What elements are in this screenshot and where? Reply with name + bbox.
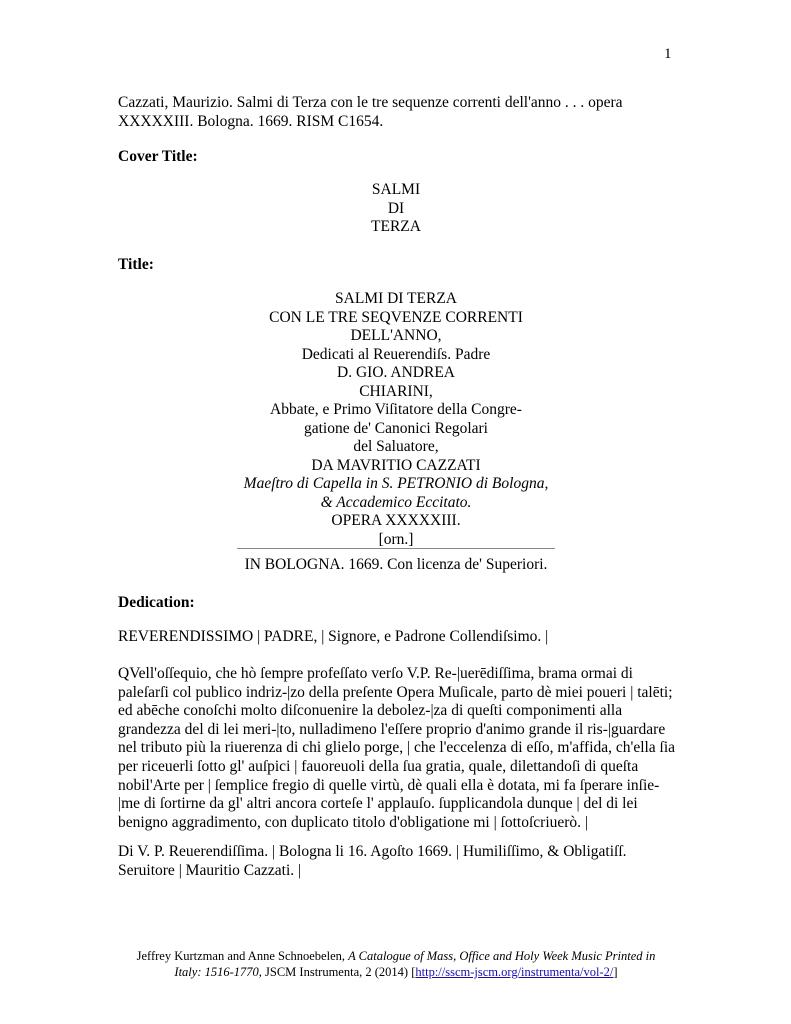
citation (118, 94, 678, 131)
paragraph-line: nobil'Arte per | ſemplice fregio di quelle virtù, dè quali ella è dotata, mi fa ſperare inſie- (118, 776, 660, 794)
title-line-italic: Maeſtro di Capella in S. PETRONIO di Bologna, (243, 475, 549, 492)
title-heading: Title: (118, 256, 154, 273)
page-footer (118, 948, 674, 980)
closing-line: Seruitore | Mauritio Cazzati. | (118, 861, 302, 879)
footer-title-2: Italy: 1516-1770 (174, 965, 259, 979)
footer-title: A Catalogue of Mass, Office and Holy Week Music Printed in (348, 949, 656, 963)
dedication-paragraph (118, 665, 698, 832)
dedication-heading: Dedication: (118, 594, 195, 611)
closing-line: Di V. P. Reuerendiſſima. | Bologna li 16. Agoſto 1669. | Humiliſſimo, & Obligatiſſ. (118, 843, 627, 860)
paragraph-line: paleſarſi col publico indriz-|zo della preſente Opera Muſicale, parto dè miei poueri | talēti; (118, 683, 673, 701)
title-line: DELL'ANNO, (350, 327, 442, 344)
paragraph-line: benigno aggradimento, con duplicato titolo d'obligatione mi | ſottoſcriuerò. | (118, 813, 589, 831)
title-line: SALMI DI TERZA (335, 290, 457, 307)
footer-close-bracket: ] (613, 965, 618, 979)
cover-title-block (118, 181, 674, 237)
paragraph-line: nel tributo più la riuerenza di chi glielo porge, | che l'eccelenza di eſſo, m'affida, ch'ella ſia (118, 739, 676, 757)
title-line: DA MAVRITIO CAZZATI (311, 456, 481, 474)
paragraph-line: |me di ſortirne da gl' altri ancora corteſe l' applauſo. ſupplicandola dunque | del di lei (118, 795, 638, 813)
ornament-note: [orn.] (378, 530, 414, 548)
paragraph-line: per riceuerli ſotto gl' auſpici | fauoreuoli della ſua gratia, quale, dilettandoſi di queſta (118, 757, 639, 775)
cover-title-line: SALMI (371, 181, 421, 198)
title-line: del Saluatore, (353, 438, 439, 455)
footer-authors: Jeffrey Kurtzman and Anne Schnoebelen, (136, 949, 349, 963)
title-line: gatione de' Canonici Regolari (303, 419, 488, 437)
paragraph-line: grandezza del di lei meri-|to, nulladimeno l'eſſere proprio d'animo grande il ris-|guardare (118, 720, 666, 738)
title-line: OPERA XXXXXIII. (331, 512, 461, 529)
title-line: CHIARINI, (359, 382, 433, 400)
title-line: D. GIO. ANDREA (337, 364, 455, 381)
dedication-closing (118, 843, 698, 880)
divider-rule (237, 548, 555, 549)
footer-citation: , JSCM Instrumenta, 2 (2014) [ (258, 965, 416, 979)
paragraph-line: QVell'oſſequio, che hò ſempre profeſſato verſo V.P. Re-|uerēdiſſima, brama ormai di (118, 665, 633, 682)
paragraph-line: ed abēche conoſchi molto diſconuenire la debolez-|za di queſti componimenti alla (118, 702, 623, 720)
page-number: 1 (664, 46, 672, 62)
citation-line: Cazzati, Maurizio. Salmi di Terza con le tre sequenze correnti dell'anno . . . opera (118, 94, 623, 111)
dedication-salutation: REVERENDISSIMO | PADRE, | Signore, e Padrone Collendiſsimo. | (118, 628, 549, 645)
title-line-italic: & Accademico Eccitato. (320, 493, 472, 511)
imprint: IN BOLOGNA. 1669. Con licenza de' Superiori. (244, 556, 548, 573)
title-line: CON LE TRE SEQVENZE CORRENTI (269, 308, 523, 326)
footer-url-link[interactable]: http://sscm-jscm.org/instrumenta/vol-2/ (415, 965, 614, 979)
cover-title-line: DI (387, 199, 405, 217)
title-block (118, 290, 674, 549)
title-line: Dedicati al Reuerendiſs. Padre (301, 345, 491, 363)
cover-title-line: TERZA (371, 218, 421, 235)
cover-title-heading: Cover Title: (118, 148, 198, 165)
citation-line: XXXXXIII. Bologna. 1669. RISM C1654. (118, 112, 384, 130)
title-line: Abbate, e Primo Viſitatore della Congre- (270, 401, 522, 418)
